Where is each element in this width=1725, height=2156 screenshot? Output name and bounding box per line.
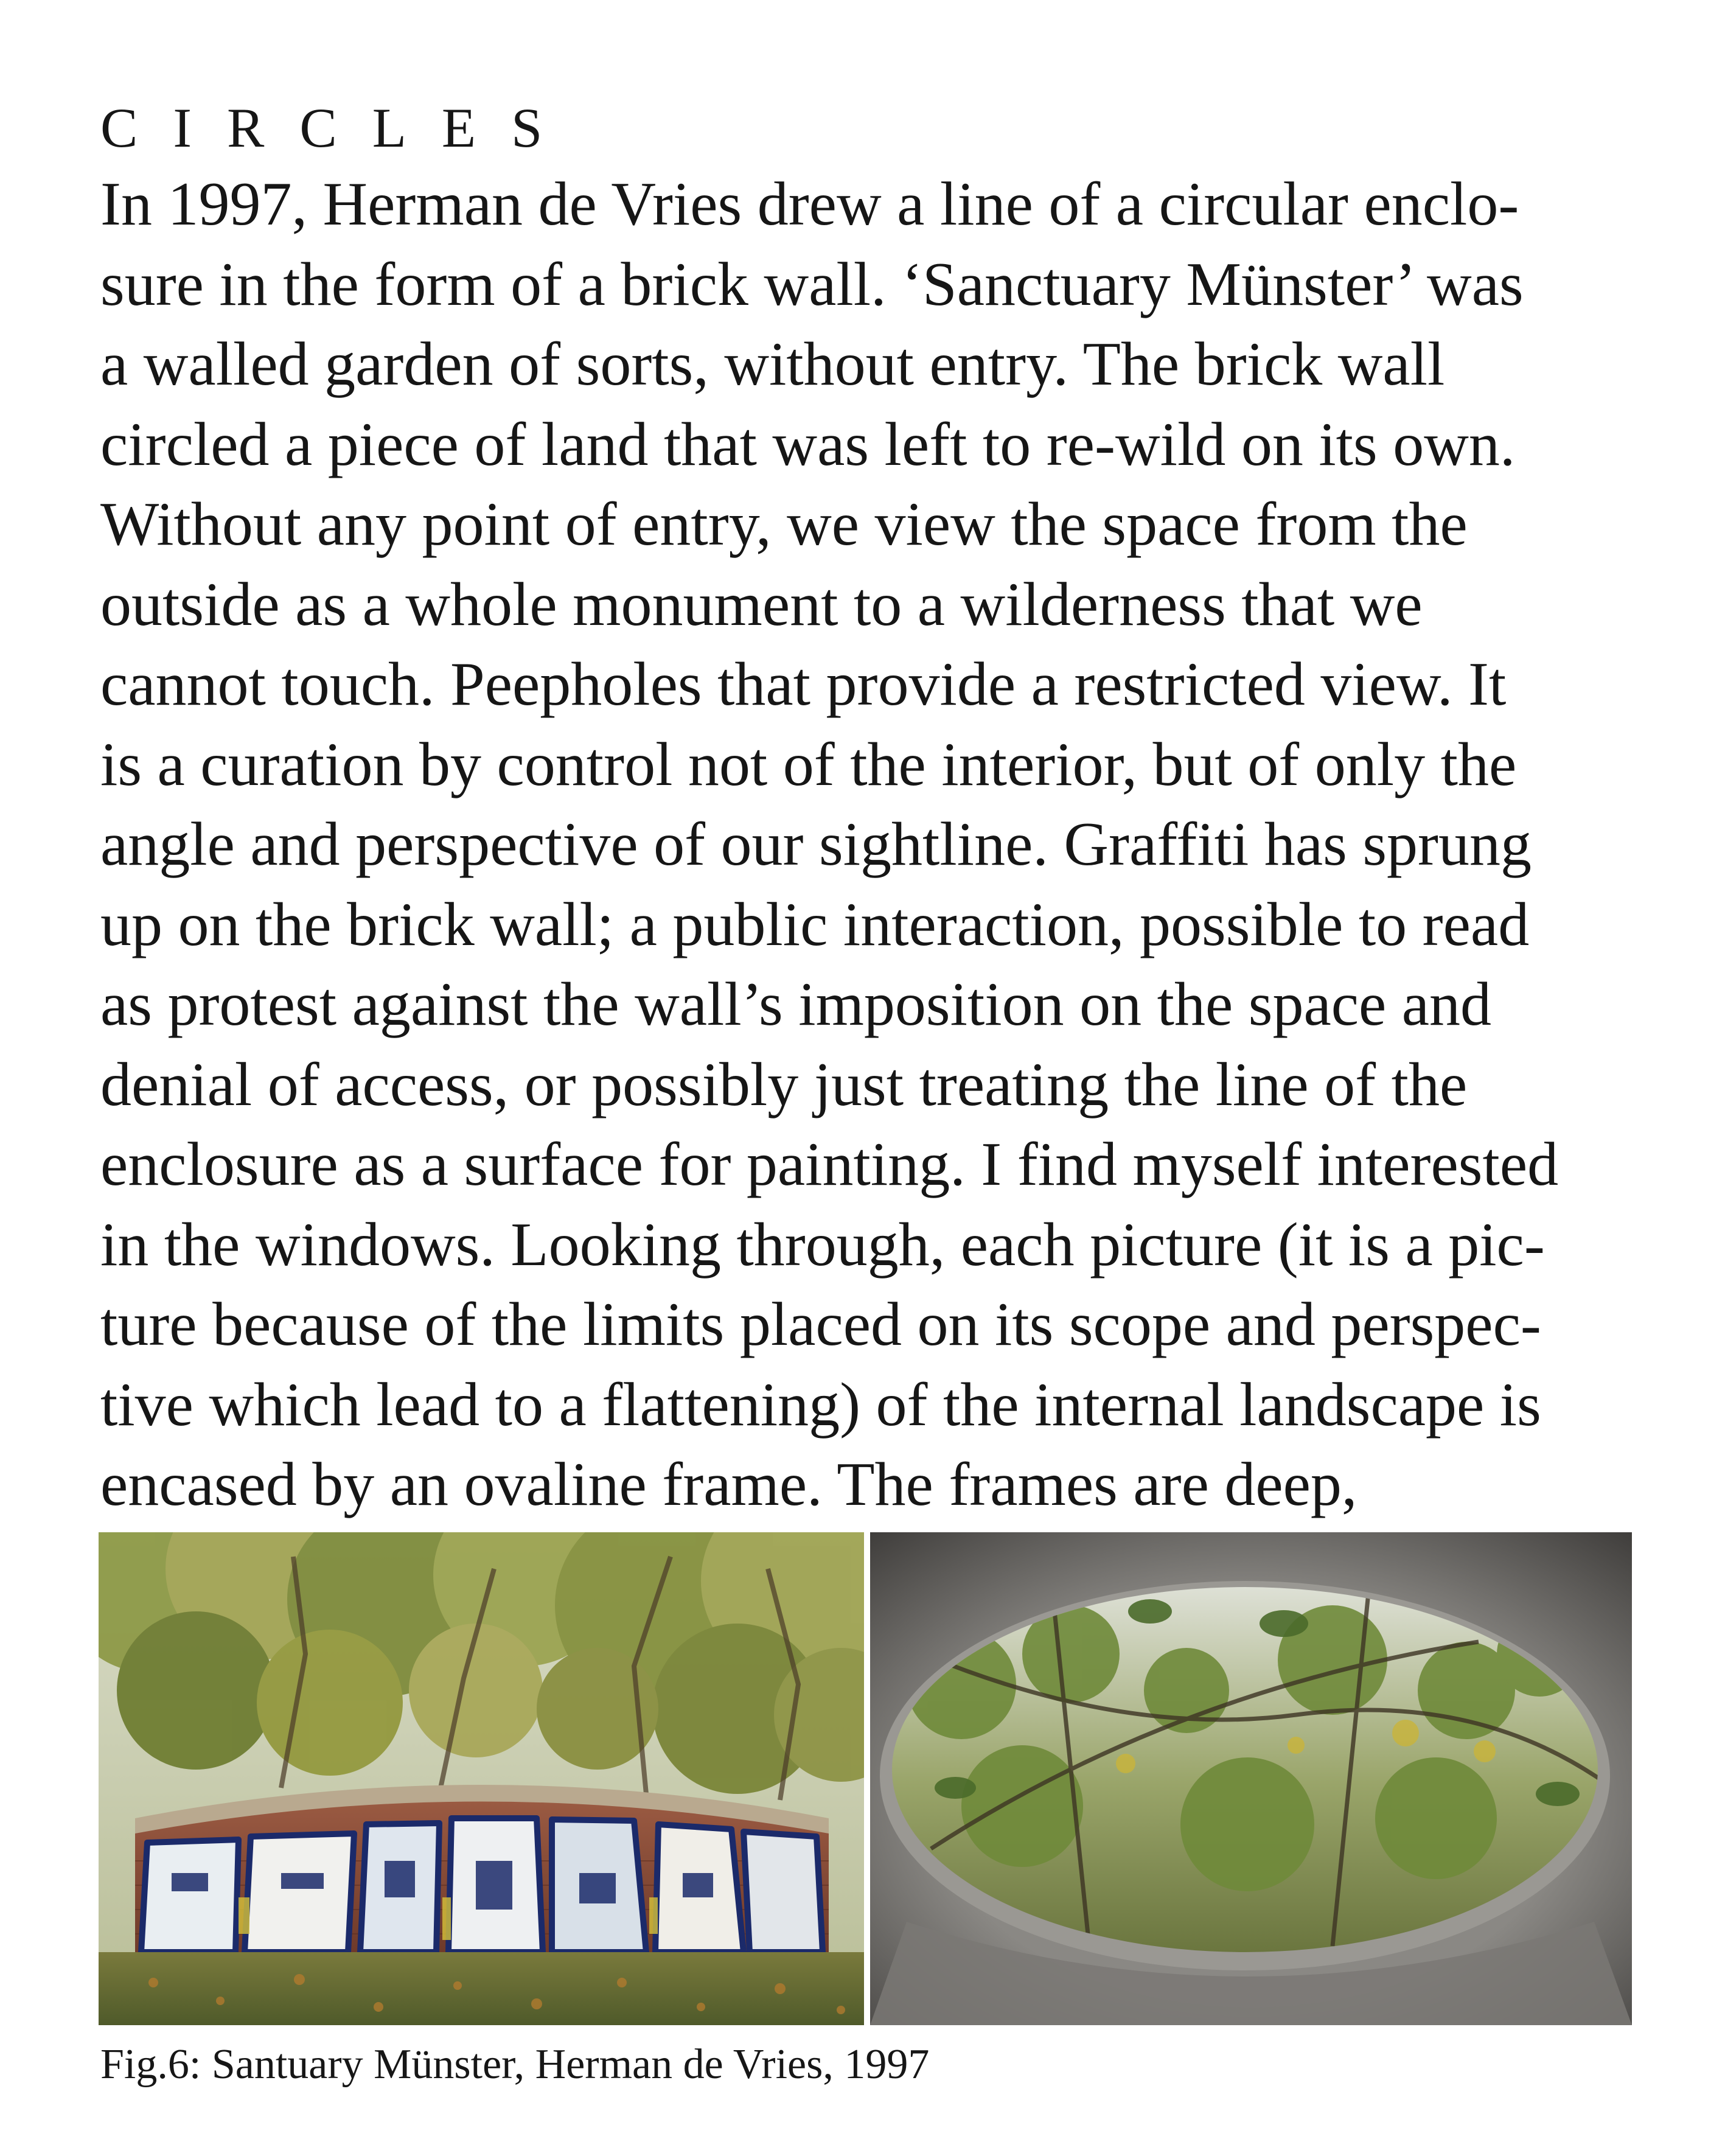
- body-line: as protest against the wall’s imposition on the space and: [100, 970, 1492, 1039]
- figure-caption: Fig.6: Santuary Münster, Herman de Vries, 1997: [100, 2041, 930, 2088]
- body-line: sure in the form of a brick wall. ‘Sanctuary Münster’ was: [100, 249, 1524, 319]
- page-content: [100, 91, 1634, 1525]
- photo-graffiti-wall: [99, 1532, 864, 2025]
- body-line: circled a piece of land that was left to re-wild on its own.: [100, 410, 1516, 479]
- body-line: angle and perspective of our sightline. Graffiti has sprung: [100, 810, 1532, 879]
- body-line: denial of access, or possibly just treating the line of the: [100, 1050, 1468, 1119]
- body-line: a walled garden of sorts, without entry. The brick wall: [100, 330, 1445, 399]
- body-line: Without any point of entry, we view the space from the: [100, 490, 1468, 559]
- body-line: up on the brick wall; a public interaction, possible to read: [100, 890, 1530, 959]
- body-line: in the windows. Looking through, each picture (it is a pic-: [100, 1210, 1545, 1279]
- body-line: outside as a whole monument to a wilderness that we: [100, 570, 1423, 639]
- body-line: enclosure as a surface for painting. I find myself interested: [100, 1130, 1559, 1199]
- body-line: ture because of the limits placed on its scope and perspec-: [100, 1290, 1541, 1359]
- body-line: cannot touch. Peepholes that provide a restricted view. It: [100, 650, 1507, 719]
- figure-6: [99, 1532, 1632, 2025]
- section-heading: CIRCLES: [100, 97, 578, 159]
- body-line: tive which lead to a flattening) of the internal landscape is: [100, 1370, 1541, 1439]
- body-line: In 1997, Herman de Vries drew a line of a circular enclo-: [100, 170, 1519, 239]
- body-line: is a curation by control not of the interior, but of only the: [100, 730, 1517, 799]
- body-paragraph: [100, 164, 1634, 1525]
- photo-oval-peephole: [870, 1532, 1632, 2025]
- body-line: encased by an ovaline frame. The frames are deep,: [100, 1450, 1357, 1519]
